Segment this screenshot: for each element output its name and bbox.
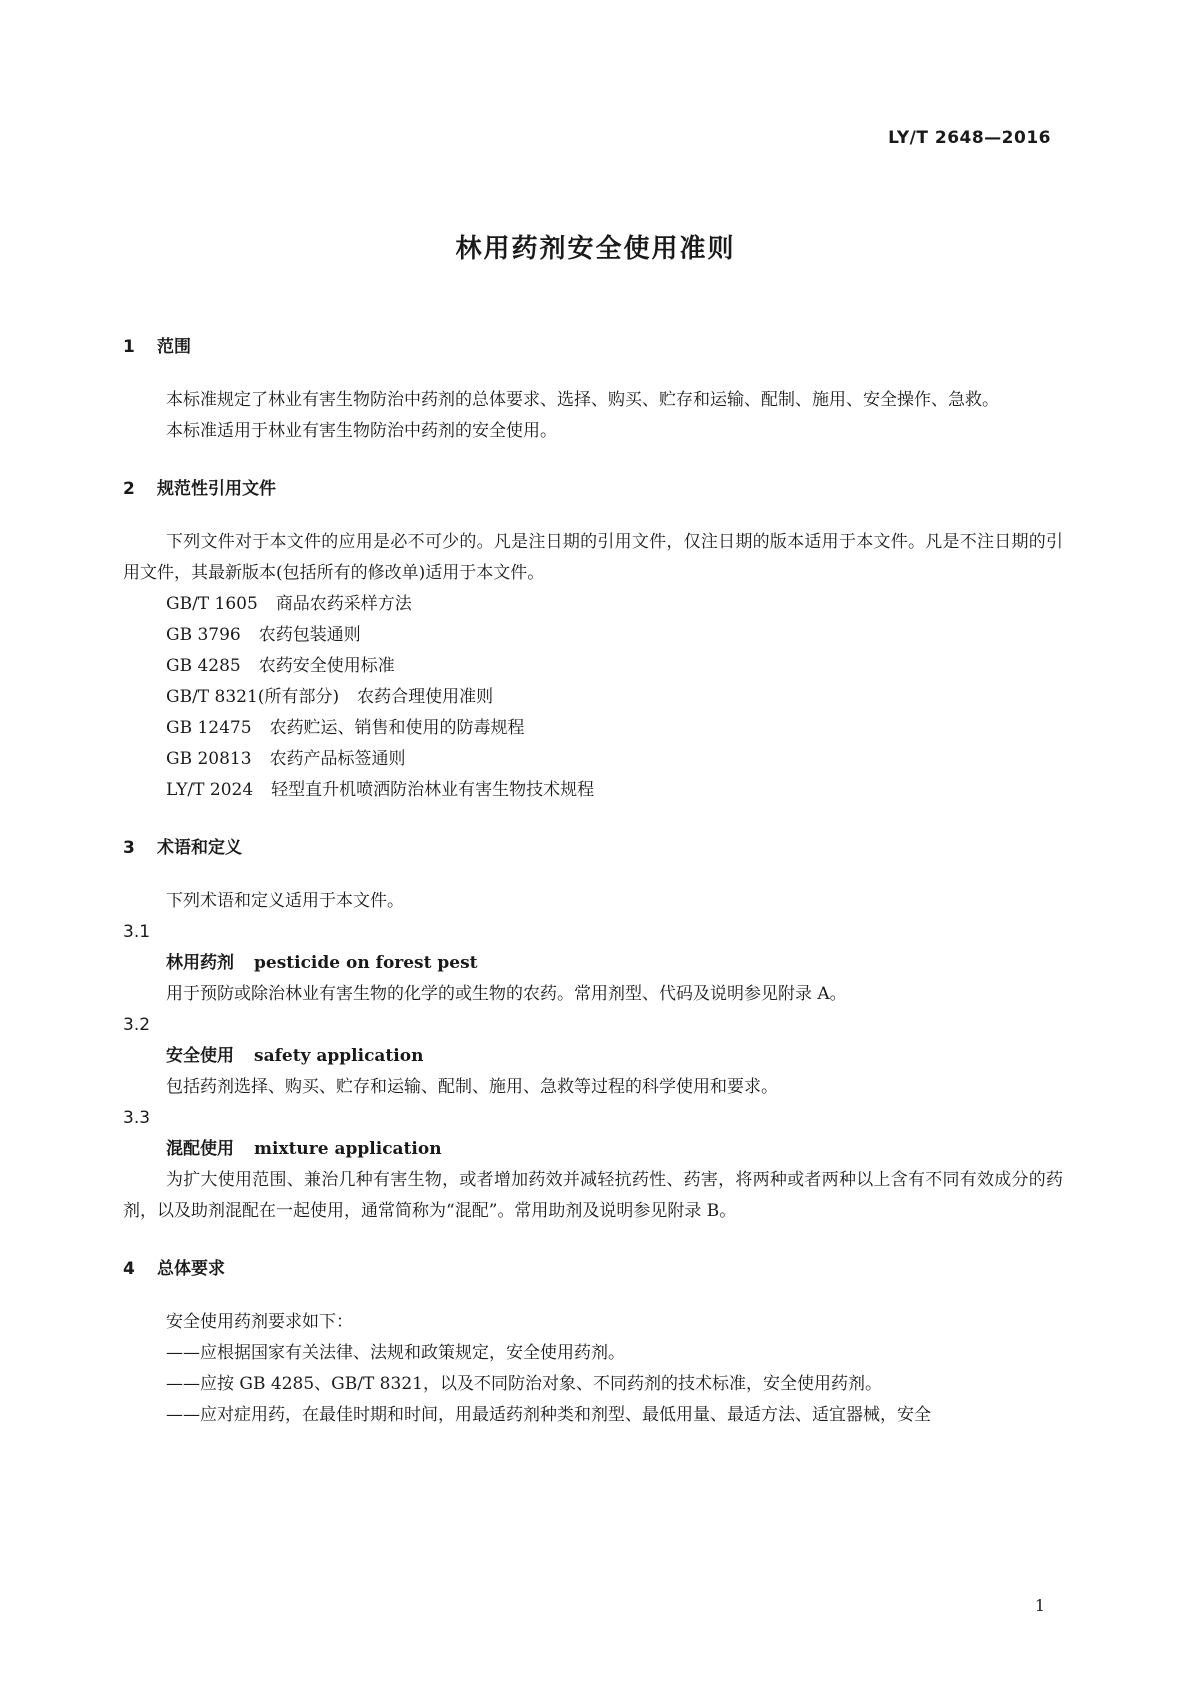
term-definition: 包括药剂选择、购买、贮存和运输、配制、施用、急救等过程的科学使用和要求。 [166, 1077, 778, 1097]
paragraph: 安全使用药剂要求如下： [166, 1312, 353, 1332]
reference-item: GB/T 1605 商品农药采样方法 [166, 594, 412, 614]
list-item: ——应按 GB 4285、GB/T 8321，以及不同防治对象、不同药剂的技术标准，安全使用药剂。 [166, 1374, 882, 1394]
term-definition: 为扩大使用范围、兼治几种有害生物，或者增加药效并减轻抗药性、药害，将两种或者两种以上含有不同有效成分的药剂，以及助剂混配在一起使用，通常简称为“混配”。常用助剂及说明参见附录 B。 [123, 1170, 1063, 1221]
term-number: 3.2 [123, 1015, 151, 1035]
term-definition: 用于预防或除治林业有害生物的化学的或生物的农药。常用剂型、代码及说明参见附录 A。 [166, 984, 847, 1004]
list-item: ——应根据国家有关法律、法规和政策规定，安全使用药剂。 [166, 1343, 625, 1363]
term-name: 安全使用 safety application [166, 1046, 424, 1066]
section-3-heading: 3 术语和定义 [123, 838, 242, 858]
section-4-heading: 4 总体要求 [123, 1259, 225, 1279]
reference-item: LY/T 2024 轻型直升机喷洒防治林业有害生物技术规程 [166, 780, 595, 800]
document-body [123, 332, 1063, 1431]
term-name: 林用药剂 pesticide on forest pest [166, 953, 478, 973]
paragraph: 本标准适用于林业有害生物防治中药剂的安全使用。 [166, 421, 557, 441]
paragraph: 下列文件对于本文件的应用是必不可少的。凡是注日期的引用文件，仅注日期的版本适用于本文件。凡是不注日期的引用文件，其最新版本(包括所有的修改单)适用于本文件。 [123, 532, 1063, 583]
term-number: 3.1 [123, 922, 151, 942]
document-title: 林用药剂安全使用准则 [455, 234, 736, 264]
reference-item: GB/T 8321(所有部分) 农药合理使用准则 [166, 687, 494, 707]
reference-item: GB 4285 农药安全使用标准 [166, 656, 395, 676]
term-name: 混配使用 mixture application [166, 1139, 442, 1159]
list-item: ——应对症用药，在最佳时期和时间，用最适药剂种类和剂型、最低用量、最适方法、适宜器械，安全 [166, 1405, 931, 1425]
reference-item: GB 20813 农药产品标签通则 [166, 749, 406, 769]
section-2-heading: 2 规范性引用文件 [123, 479, 276, 499]
reference-item: GB 3796 农药包装通则 [166, 625, 361, 645]
reference-item: GB 12475 农药贮运、销售和使用的防毒规程 [166, 718, 525, 738]
paragraph: 本标准规定了林业有害生物防治中药剂的总体要求、选择、购买、贮存和运输、配制、施用、安全操作、急救。 [166, 390, 999, 410]
term-number: 3.3 [123, 1108, 151, 1128]
page-number: 1 [1034, 1596, 1045, 1615]
standard-code: LY/T 2648—2016 [888, 128, 1051, 148]
paragraph: 下列术语和定义适用于本文件。 [166, 891, 404, 911]
section-1-heading: 1 范围 [123, 337, 191, 357]
